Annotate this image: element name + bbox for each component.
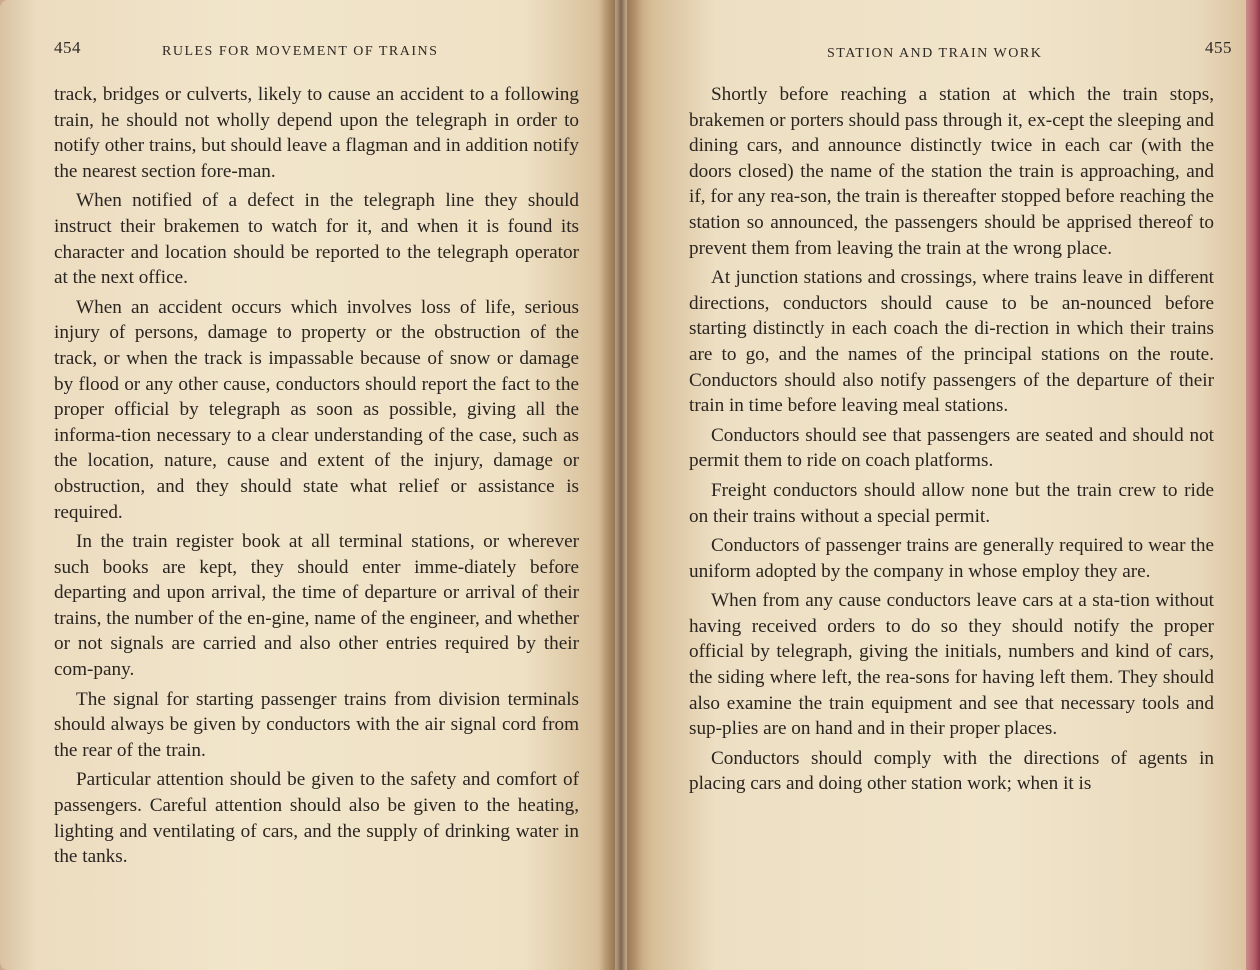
left-page-body (54, 82, 579, 874)
right-page (627, 0, 1260, 970)
right-paragraph-6: When from any cause conductors leave cars at a sta-tion without having received orders to do so they should notify the proper official by telegraph, giving the initials, numbers and kind of cars, the siding where left, the rea-sons for having left them. They should also examine the train equipment and see that necessary tools and sup-plies are on hand and in their proper places. (689, 590, 1214, 740)
right-page-number: 455 (1205, 38, 1232, 57)
right-page-body (689, 82, 1214, 801)
book-gutter (600, 0, 642, 970)
left-paragraph-1: track, bridges or culverts, likely to cause an accident to a following train, he should not wholly depend upon the telegraph in order to notify other trains, but should leave a flagman and in addition notify the nearest section fore-man. (54, 84, 579, 182)
right-paragraph-7: Conductors should comply with the directions of agents in placing cars and doing other station work; when it is (689, 747, 1214, 795)
left-page-number: 454 (54, 38, 81, 57)
right-paragraph-5: Conductors of passenger trains are generally required to wear the uniform adopted by the company in whose employ they are. (689, 535, 1214, 582)
left-paragraph-4: In the train register book at all terminal stations, or wherever such books are kept, they should enter imme-diately before departing and upon arrival, the time of departure or arrival of their trains, the number of the en-gine, name of the engineer, and whether or not signals are carried and also other entries required by their com-pany. (54, 531, 579, 681)
right-paragraph-2: At junction stations and crossings, where trains leave in different directions, conductors should cause to be an-nounced before starting distinctly in each coach the di-rection in which their trains are to go, and the names of the principal stations on the route. Conductors should also notify passengers of the departure of their train in time before leaving meal stations. (689, 267, 1214, 417)
right-paragraph-3: Conductors should see that passengers are seated and should not permit them to ride on coach platforms. (689, 424, 1214, 472)
right-paragraph-4: Freight conductors should allow none but the train crew to ride on their trains without a special permit. (689, 479, 1214, 527)
right-running-head: STATION AND TRAIN WORK (827, 46, 1043, 61)
left-paragraph-2: When notified of a defect in the telegraph line they should instruct their brakemen to watch for it, and when it is found its character and location should be reported to the telegraph operator at the next office. (54, 190, 579, 289)
left-page (0, 0, 615, 970)
left-running-head: RULES FOR MOVEMENT OF TRAINS (162, 44, 439, 59)
left-paragraph-3: When an accident occurs which involves loss of life, serious injury of persons, damage to property or the obstruction of the track, or when the track is impassable because of snow or damage by flood or any other cause, conductors should report the fact to the proper official by telegraph as soon as possible, giving all the informa-tion necessary to a clear understanding of the case, such as the location, nature, cause and extent of the injury, damage or obstruction, and they should state what relief or assistance is required. (54, 296, 579, 523)
left-paragraph-6: Particular attention should be given to the safety and comfort of passengers. Careful attention should also be given to the heating, lighting and ventilating of cars, and the supply of drinking water in the tanks. (54, 769, 579, 868)
left-paragraph-5: The signal for starting passenger trains from division terminals should always be given by conductors with the air signal cord from the rear of the train. (54, 688, 579, 761)
right-paragraph-1: Shortly before reaching a station at which the train stops, brakemen or porters should pass through it, ex-cept the sleeping and dining cars, and announce distinctly twice in each car (with the doors closed) the name of the station the train is approaching, and if, for any rea-son, the train is thereafter stopped before reaching the station so announced, the passengers should be apprised thereof to prevent them from leaving the train at the wrong place. (689, 84, 1214, 259)
page-edge (1246, 0, 1260, 970)
